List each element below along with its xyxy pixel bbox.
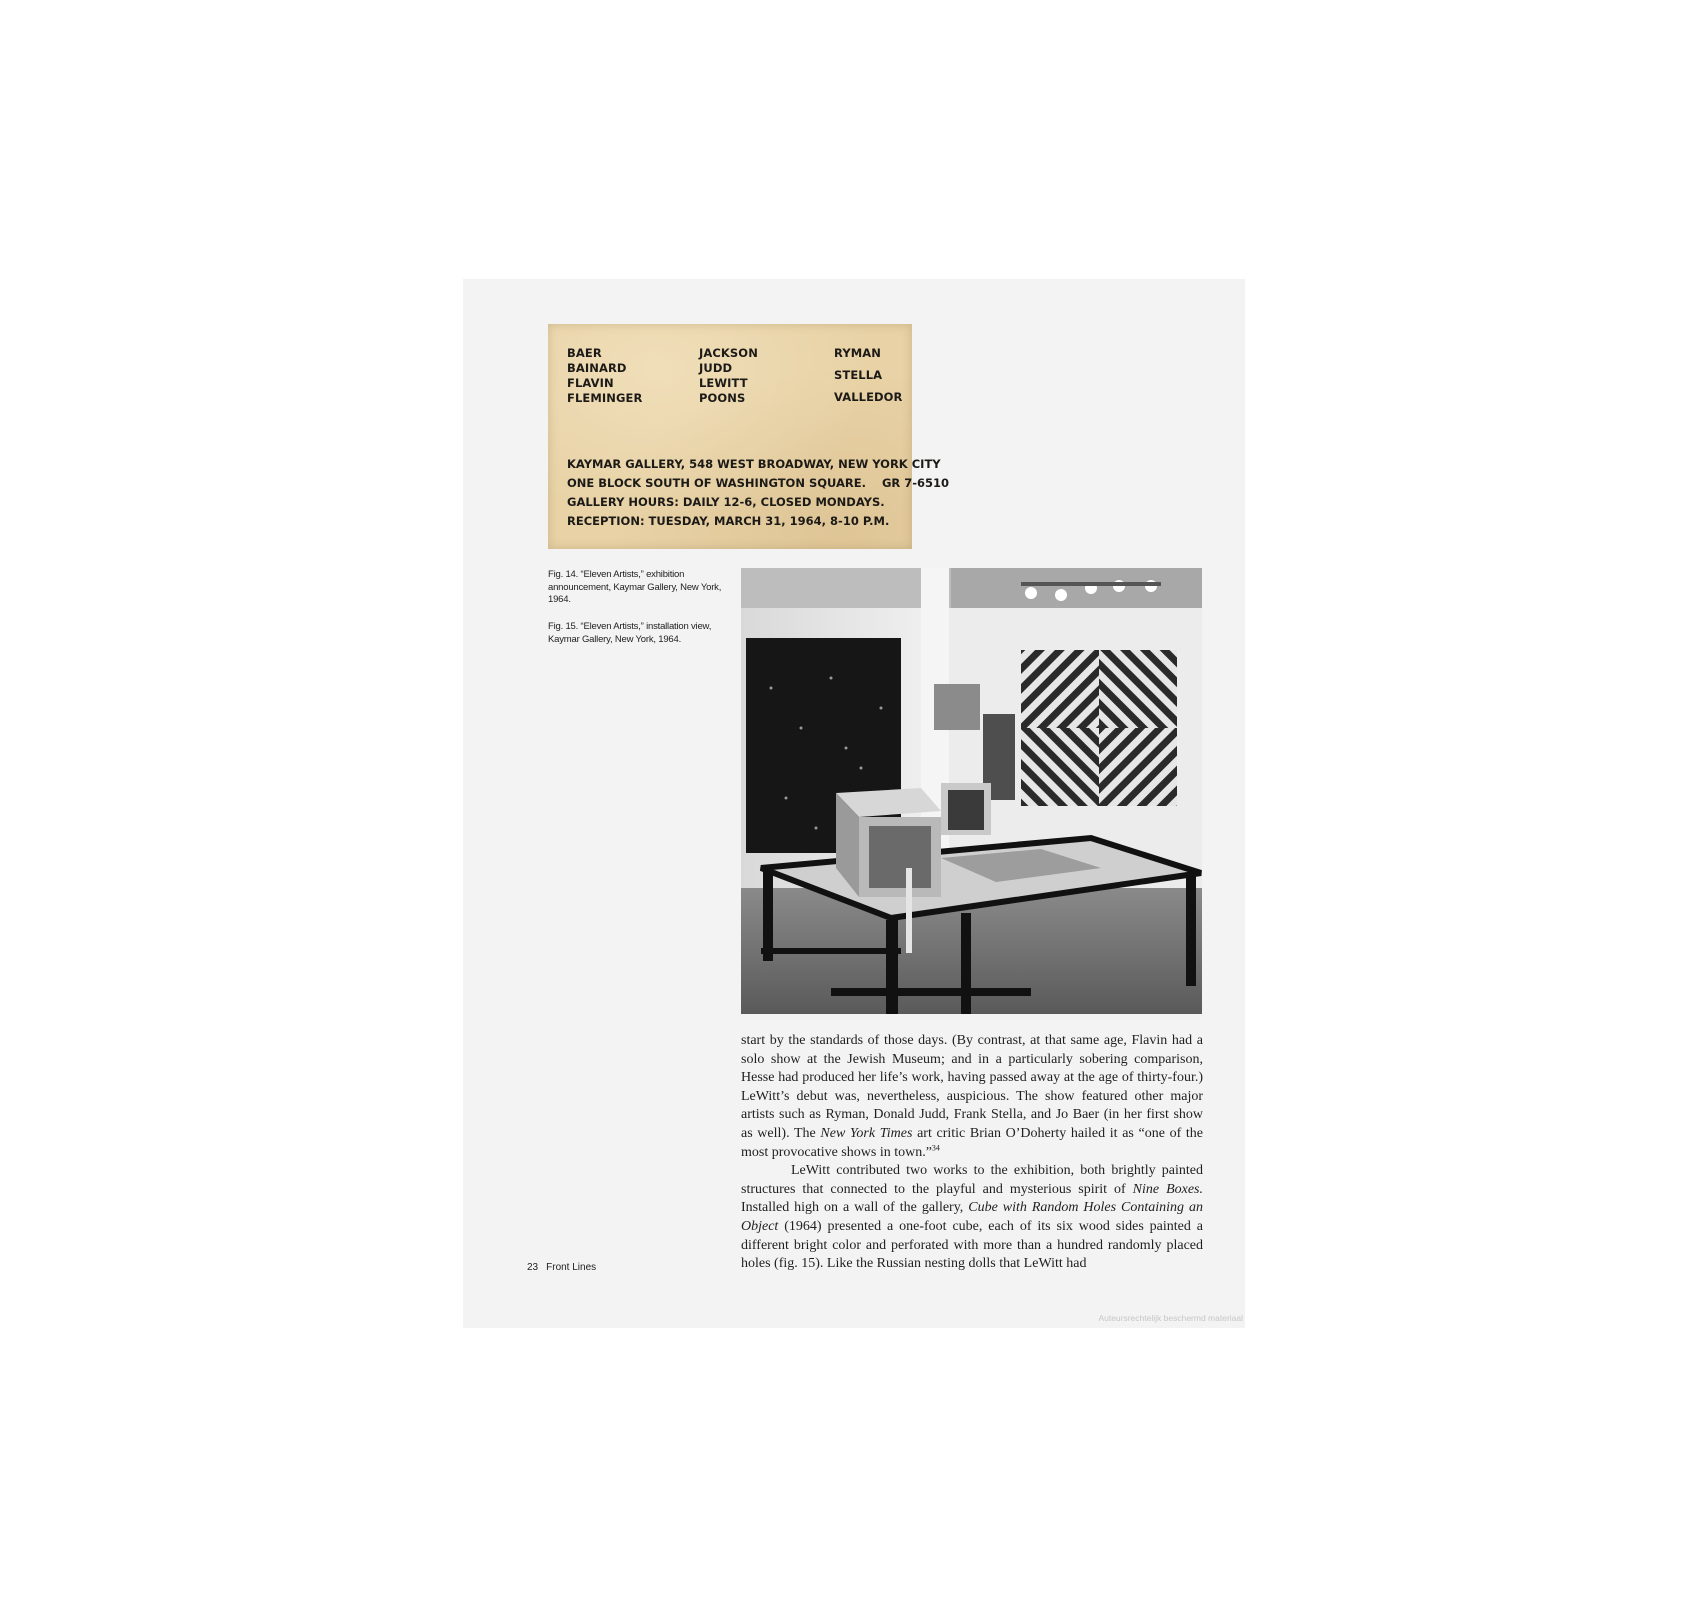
artist-name: RYMAN — [834, 346, 882, 360]
artist-name: JUDD — [699, 361, 733, 375]
text-run: Installed high on a wall of the gallery, — [741, 1200, 969, 1216]
artist-column-1 — [567, 346, 642, 406]
text-run: (1964) presented a one-foot cube, each of its six wood sides painted a different bright color and perforated with more than a hundred randomly placed holes (fig. 15). Like the Russian nesting dolls that LeWitt had — [741, 1218, 1203, 1272]
page-footer — [527, 1262, 596, 1273]
installation-view-photo — [741, 568, 1202, 1014]
page-number: 23 — [527, 1262, 539, 1273]
info-line: RECEPTION: TUESDAY, MARCH 31, 1964, 8-10 P.M. — [567, 514, 890, 528]
body-text — [741, 1032, 1203, 1274]
artist-name: VALLEDOR — [834, 390, 903, 404]
artist-name: FLAVIN — [567, 376, 614, 390]
info-line: KAYMAR GALLERY, 548 WEST BROADWAY, NEW YORK CITY — [567, 457, 941, 471]
artist-column-2 — [699, 346, 758, 406]
paragraph-1 — [741, 1032, 1203, 1162]
section-title: Front Lines — [546, 1262, 597, 1273]
footnote-marker: 34 — [931, 1142, 940, 1152]
artist-name: JACKSON — [699, 346, 758, 360]
artist-name: BAER — [567, 346, 602, 360]
artist-column-3 — [834, 346, 903, 405]
exhibition-announcement-card — [548, 324, 950, 549]
text-run: LeWitt contributed two works to the exhibition, both brightly painted structures that connected to the playful and mysterious spirit of — [741, 1163, 1203, 1197]
copyright-watermark: Auteursrechtelijk beschermd materiaal — [1098, 1313, 1243, 1323]
gallery-info — [567, 455, 949, 531]
artist-name: FLEMINGER — [567, 391, 643, 405]
artist-name: BAINARD — [567, 361, 627, 375]
text-run: art critic Brian O’Doherty hailed it as “one of the most provocative shows in town.” — [741, 1125, 1203, 1160]
figure-15-caption: Fig. 15. “Eleven Artists,” installation view, Kaymar Gallery, New York, 1964. — [548, 621, 712, 645]
artist-name: LEWITT — [699, 376, 748, 390]
figure-14-caption: Fig. 14. “Eleven Artists,” exhibition announcement, Kaymar Gallery, New York, 1964. — [548, 569, 722, 605]
info-line: GALLERY HOURS: DAILY 12-6, CLOSED MONDAYS. — [567, 495, 885, 509]
artist-name: POONS — [699, 391, 746, 405]
book-page — [463, 279, 1245, 1328]
italic-title: New York Times — [820, 1125, 913, 1141]
text-run: start by the standards of those days. (By contrast, at that same age, Flavin had a solo show at the Jewish Museum; and in a particularly sobering comparison, Hesse had produced her life’s work, having passed away at the age of thirty-four.) LeWitt’s debut was, nevertheless, auspicious. The show featured other major artists such as Ryman, Donald Judd, Frank Stella, and Jo Baer (in her first show as well). The — [741, 1033, 1203, 1141]
artist-name: STELLA — [834, 368, 883, 382]
info-line: ONE BLOCK SOUTH OF WASHINGTON SQUARE. GR 7-6510 — [567, 476, 950, 490]
italic-title: Nine Boxes. — [1132, 1181, 1203, 1197]
paragraph-2 — [741, 1162, 1203, 1274]
italic-title: Cube with Random Holes Containing an Object — [741, 1200, 1204, 1234]
